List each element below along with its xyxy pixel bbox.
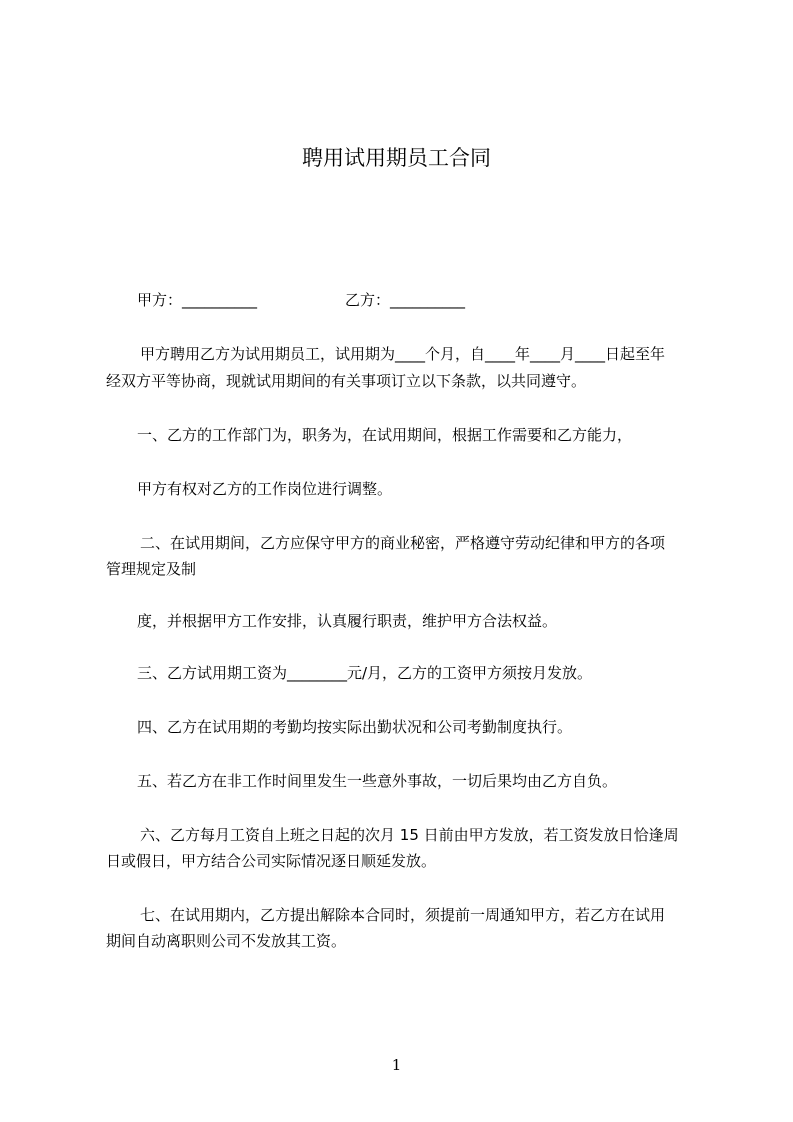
intro-line-1: 甲方聘用乙方为试用期员工，试用期为____个月，自____年____月____日起至年	[140, 345, 666, 363]
party-a-field: 甲方：__________	[137, 291, 258, 309]
clause-4: 四、乙方在试用期的考勤均按实际出勤状况和公司考勤制度执行。	[137, 718, 573, 736]
intro-line-2: 经双方平等协商，现就试用期间的有关事项订立以下条款，以共同遵守。	[106, 372, 587, 390]
clause-1-line-1: 一、乙方的工作部门为，职务为，在试用期间，根据工作需要和乙方能力，	[137, 426, 633, 444]
clause-1-line-2: 甲方有权对乙方的工作岗位进行调整。	[137, 480, 393, 498]
party-b-field: 乙方：__________	[345, 291, 466, 309]
clause-7-line-2: 期间自动离职则公司不发放其工资。	[106, 932, 347, 950]
clause-5: 五、若乙方在非工作时间里发生一些意外事故，一切后果均由乙方自负。	[137, 772, 618, 790]
clause-6-line-1: 六、乙方每月工资自上班之日起的次月 15 日前由甲方发放，若工资发放日恰逢周	[140, 826, 679, 844]
clause-2-line-3: 度，并根据甲方工作安排，认真履行职责，维护甲方合法权益。	[137, 612, 558, 630]
clause-6-line-2: 日或假日，甲方结合公司实际情况逐日顺延发放。	[106, 852, 437, 870]
clause-3: 三、乙方试用期工资为________元/月，乙方的工资甲方须按月发放。	[137, 664, 593, 682]
clause-2-line-2: 管理规定及制	[106, 560, 197, 578]
document-title: 聘用试用期员工合同	[302, 146, 491, 170]
page-number: 1	[391, 1056, 402, 1074]
clause-2-line-1: 二、在试用期间，乙方应保守甲方的商业秘密，严格遵守劳动纪律和甲方的各项	[140, 534, 666, 552]
clause-7-line-1: 七、在试用期内，乙方提出解除本合同时，须提前一周通知甲方，若乙方在试用	[140, 906, 666, 924]
